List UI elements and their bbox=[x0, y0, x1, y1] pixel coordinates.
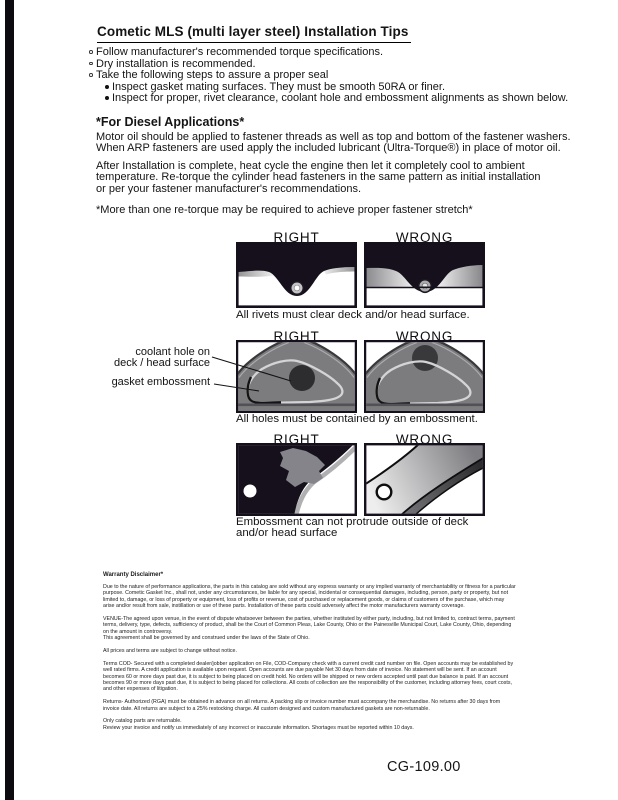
venue-text: VENUE-The agreed upon venue, in the event of dispute whatsoever between the parties, whether instituted by either party, including, but not limited to, contract terms, payment terms, delivery, type, defects, sufficiency of product, shall be the Court of Common Pleas, Lake County, Ohio or the Painesville Municipal Court, Lake County, Ohio, depending on the amount in controversy. bbox=[103, 615, 515, 635]
bullet-text: Take the following steps to assure a proper seal bbox=[96, 69, 329, 81]
diagram-rivet-right bbox=[236, 242, 357, 308]
section-heading-diesel: *For Diesel Applications* bbox=[96, 115, 245, 129]
page-edge-bar bbox=[5, 0, 14, 800]
diagram-protrusion-right bbox=[236, 443, 357, 516]
disclaimer-prices: All prices and terms are subject to change without notice. bbox=[103, 647, 237, 654]
rivet-wrong-drawing bbox=[364, 242, 485, 308]
retorque-note: *More than one re-torque may be required to achieve proper fastener stretch* bbox=[96, 203, 473, 216]
callout-coolant-hole bbox=[95, 347, 210, 369]
catalog-text: Only catalog parts are returnable. bbox=[103, 718, 182, 725]
disclaimer-venue bbox=[103, 616, 516, 641]
page-title: Cometic MLS (multi layer steel) Installation Tips bbox=[97, 24, 411, 43]
sub-bullet-item bbox=[105, 93, 568, 105]
text-line: and/or head surface bbox=[236, 527, 338, 540]
diagram-hole-wrong bbox=[364, 340, 485, 413]
wrong-label: WRONG bbox=[395, 329, 454, 344]
warranty-disclaimer bbox=[103, 572, 516, 738]
bullet-text: Dry installation is recommended. bbox=[96, 57, 256, 70]
text-line: or per your fastener manufacturer's recommendations. bbox=[96, 182, 361, 195]
hole-wrong-drawing bbox=[364, 340, 485, 413]
text-line: When ARP fasteners are used apply the included lubricant (Ultra-Torque®) in place of motor oil. bbox=[96, 141, 561, 154]
disclaimer-returns: Returns- Authorized (RGA) must be obtained in advance on all returns. A packing slip or invoice number must accompany the merchandise. No returns after 30 days from invoice date. All returns are subject to a 25% restocking charge. All custom designed and custom manufactured gaskets are non-returnable. bbox=[103, 699, 501, 712]
callout-text: coolant hole on bbox=[135, 346, 210, 358]
text-line: Motor oil should be applied to fastener threads as well as top and bottom of the fastener washers. bbox=[96, 130, 571, 143]
filled-bullet-icon bbox=[105, 96, 109, 100]
text-line: Embossment can not protrude outside of deck bbox=[236, 516, 469, 528]
text-line: temperature. Re-torque the cylinder head fasteners in the same pattern as initial installation bbox=[96, 171, 541, 184]
wrong-label: WRONG bbox=[395, 432, 454, 447]
open-bullet-icon bbox=[89, 62, 93, 66]
right-label: RIGHT bbox=[273, 230, 320, 245]
right-label: RIGHT bbox=[273, 329, 320, 344]
venue-law-text: This agreement shall be governed by and construed under the laws of the State of Ohio. bbox=[103, 635, 310, 641]
callout-embossment bbox=[95, 377, 210, 388]
rivet-right-drawing bbox=[236, 242, 357, 308]
diesel-paragraph-2 bbox=[96, 161, 541, 195]
diagram-protrusion-wrong bbox=[364, 443, 485, 516]
hole-right-drawing bbox=[236, 340, 357, 413]
caption-holes: All holes must be contained by an embossment. bbox=[236, 413, 478, 425]
filled-bullet-icon bbox=[105, 85, 109, 89]
diesel-paragraph-1 bbox=[96, 132, 571, 155]
review-text: Review your invoice and notify us immediately of any incorrect or inaccurate information. Shortages must be reported within 10 days. bbox=[103, 724, 414, 731]
caption-protrusion bbox=[236, 517, 468, 540]
wrong-label: WRONG bbox=[395, 230, 454, 245]
disclaimer-liability: Due to the nature of performance applications, the parts in this catalog are sold without any express warranty or any implied warranty of merchantability or fitness for a particular purpose. Cometic Gasket Inc., shall not, under any circumstances, be liable for any special, incidental or consequential damages, including, person, party or property, but not limited to, damage, or loss of property or equipment, loss of profits or revenue, cost of purchased or replacement goods, or claims of customers of the purchase, which may arise and/or result from sale, instillation or use of these parts. Installation of these parts could adversely affect the motor manufacturers warranty coverage. bbox=[103, 584, 516, 610]
callout-text: deck / head surface bbox=[113, 357, 210, 370]
right-label: RIGHT bbox=[273, 432, 320, 447]
open-bullet-icon bbox=[89, 50, 93, 54]
protrusion-right-drawing bbox=[236, 443, 357, 516]
page-code: CG-109.00 bbox=[387, 759, 461, 775]
bullet-text: Inspect gasket mating surfaces. They must be smooth 50RA or finer. bbox=[112, 80, 446, 93]
bullet-text: Inspect for proper, rivet clearance, coolant hole and embossment alignments as shown below. bbox=[112, 92, 569, 104]
caption-rivets: All rivets must clear deck and/or head surface. bbox=[236, 309, 470, 321]
diagram-hole-right bbox=[236, 340, 357, 413]
disclaimer-catalog bbox=[103, 718, 516, 731]
disclaimer-terms: Terms COD- Secured with a completed dealer/jobber application on File, COD-Company check with a current credit card number on file. Open accounts may be established by well rated firms. A credit application is available upon request. Open accounts are due payable Net 30 days from date of invoice. No statement will be sent. If an account becomes 60 or more days past due, it is subject to being placed on credit hold. No orders will be shipped or new orders accepted until past due balance is paid. If an account becomes 90 or more days past due, it is subject to being placed for collections. All costs of collection are the responsibility of the customer, including attorney fees, court costs, and other expenses of litigation. bbox=[103, 660, 514, 693]
bullet-text: Follow manufacturer's recommended torque specifications. bbox=[96, 46, 384, 58]
callout-text: gasket embossment bbox=[111, 376, 210, 388]
open-bullet-icon bbox=[89, 73, 93, 77]
disclaimer-heading: Warranty Disclaimer* bbox=[103, 572, 164, 578]
protrusion-wrong-drawing bbox=[364, 443, 485, 516]
diagram-rivet-wrong bbox=[364, 242, 485, 308]
text-line: After Installation is complete, heat cycle the engine then let it completely cool to ambient bbox=[96, 160, 525, 172]
